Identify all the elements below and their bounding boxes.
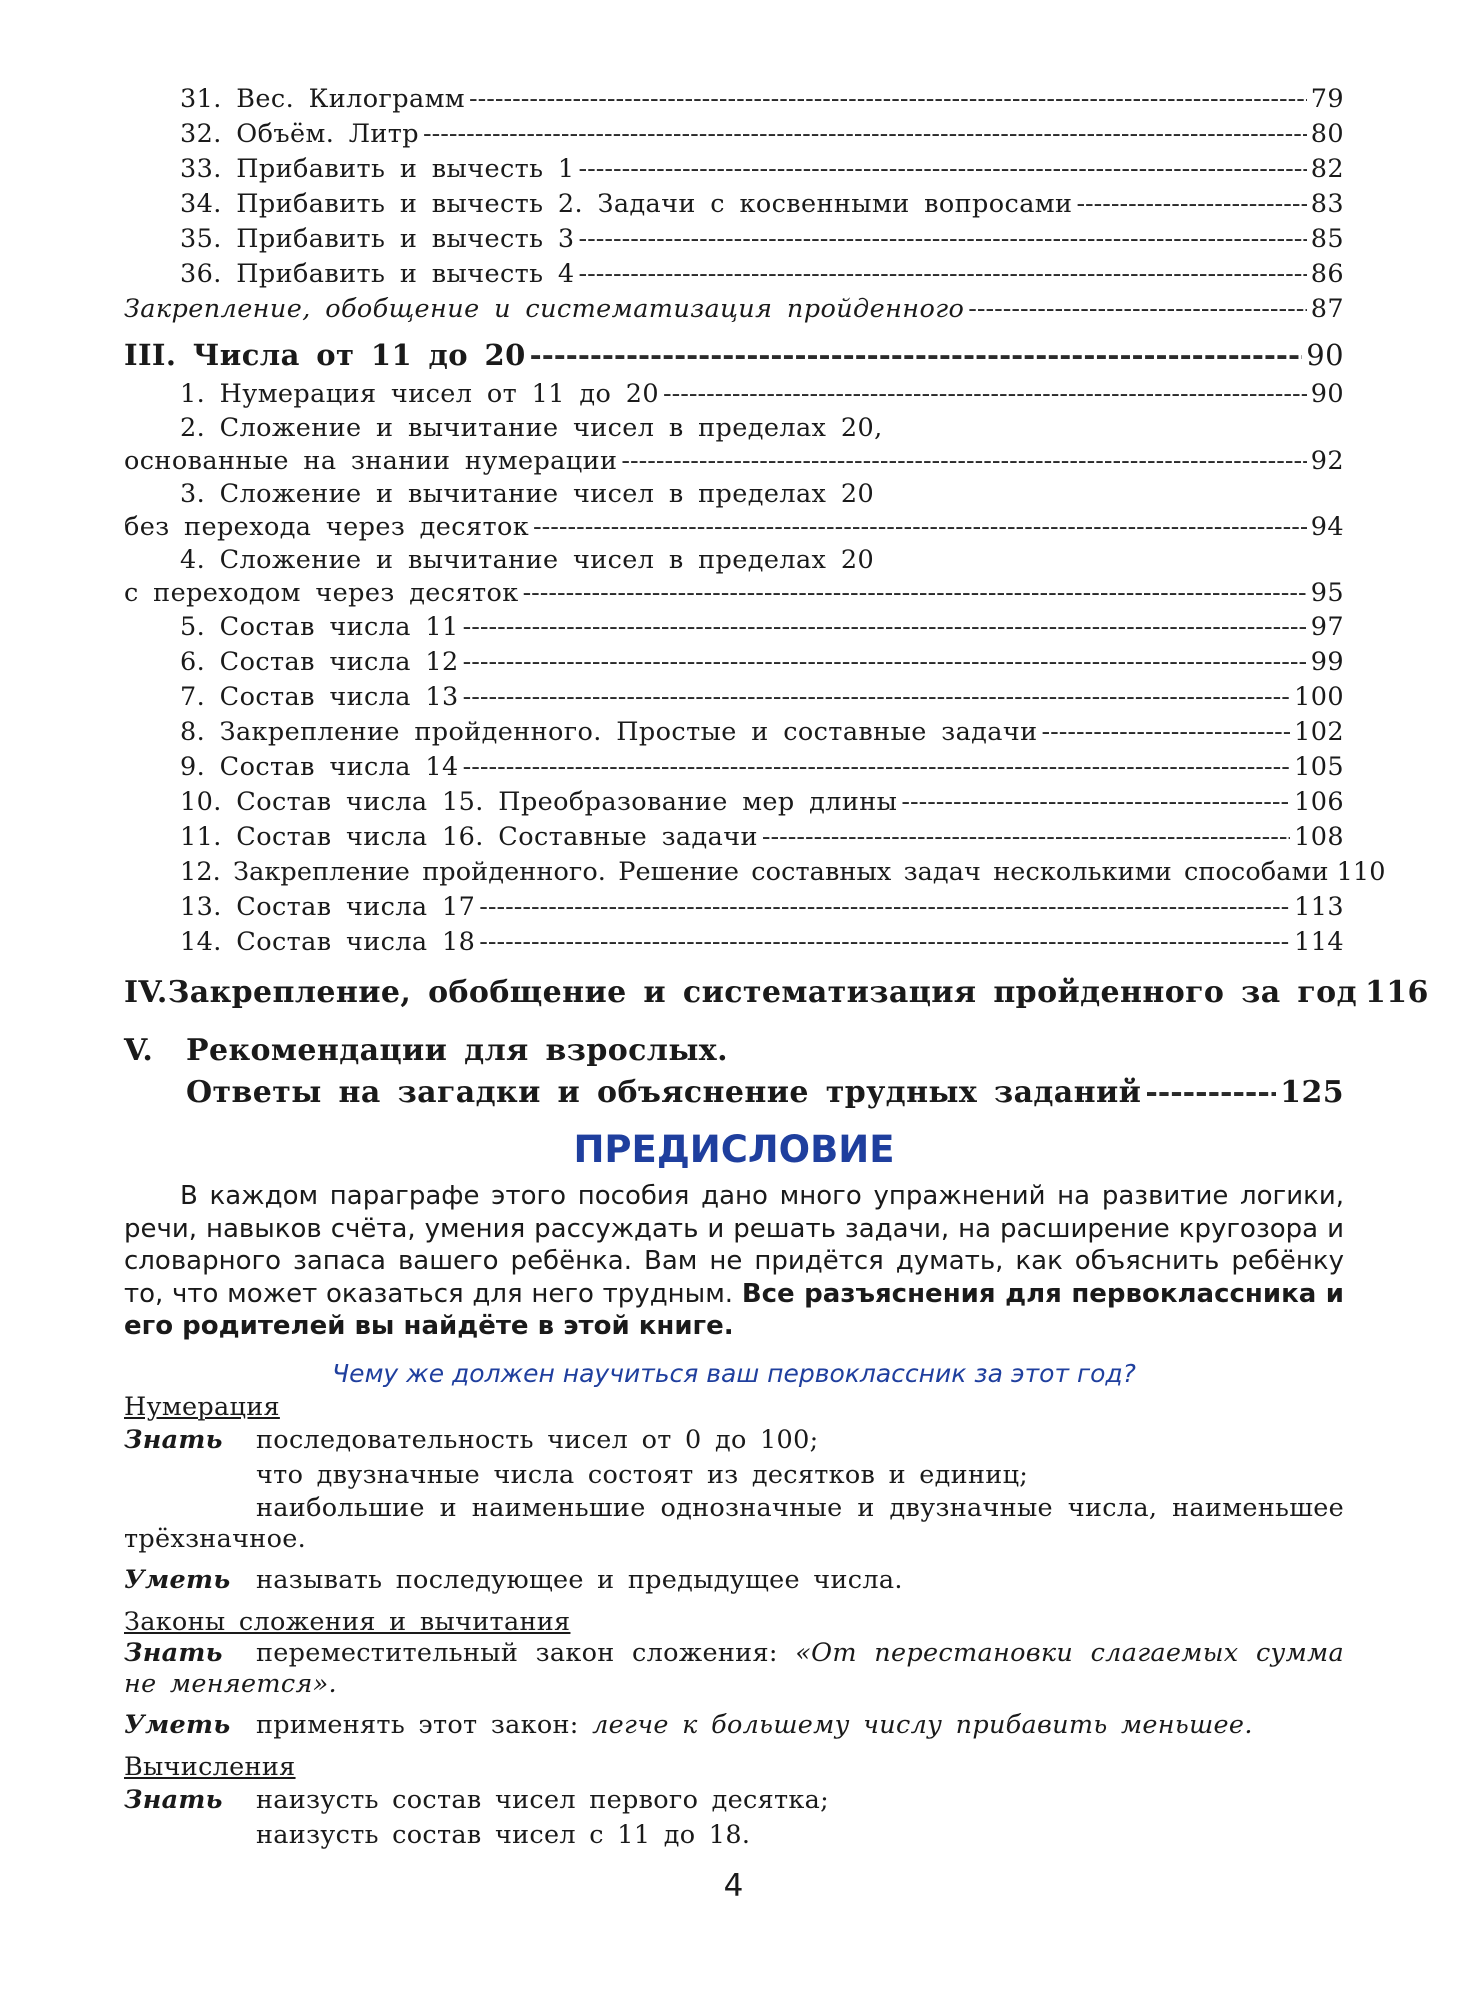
toc-entry-page: 80 [1310,119,1344,149]
can-italic: легче к большему числу прибавить меньшее. [592,1709,1253,1740]
toc-entry-31[interactable] [124,82,1344,117]
leader-dots [479,925,1290,960]
toc-entry-page: 114 [1294,927,1344,957]
know-label: Знать [124,1424,223,1455]
toc-entry-32[interactable] [124,117,1344,152]
toc-entry-page: 90 [1306,338,1344,372]
table-of-contents [124,82,1429,1114]
section-number: V. [124,1033,154,1068]
toc-entry-first-line [124,412,1344,445]
toc-entry-title-continued: основанные на знании нумерации [124,446,618,476]
toc-entry-page: 113 [1294,892,1344,922]
numeration-heading: Нумерация [124,1391,280,1422]
preface-title: ПРЕДИСЛОВИЕ [573,1128,895,1171]
toc-entry-first-line [124,544,1344,577]
toc-entry-number: 3. [180,479,206,509]
section-title: Рекомендации для взрослых. [186,1033,728,1068]
toc-entry-page: 110 [1336,857,1386,887]
toc-entry-number: 31. [180,84,222,114]
toc-entry-page: 79 [1310,84,1344,114]
leader-dots [423,117,1307,152]
toc-entry-3-10[interactable] [124,785,1344,820]
leader-dots [1042,715,1291,750]
toc-entry-number: 6. [180,647,206,677]
toc-entry-number: 10. [180,787,222,817]
toc-entry-title: Сложение и вычитание чисел в пределах 20, [219,413,883,443]
laws-know-row [124,1638,1344,1700]
leader-dots [1076,187,1306,222]
toc-entry-page: 97 [1310,612,1344,642]
know-text: переместительный закон сложения: [256,1637,778,1668]
toc-entry-page: 85 [1310,224,1344,254]
toc-entry-36[interactable] [124,257,1344,292]
toc-entry-number: 32. [180,119,222,149]
toc-entry-title: Состав числа 16. Составные задачи [236,822,758,852]
toc-entry-3-7[interactable] [124,680,1344,715]
toc-entry-title: Сложение и вычитание чисел в пределах 20 [219,545,875,575]
toc-entry-number: 33. [180,154,222,184]
leader-dots [463,680,1290,715]
section-title: Закрепление, обобщение и систематизация пройденного за год [167,975,1357,1010]
toc-entry-3-6[interactable] [124,645,1344,680]
laws-can-row [124,1708,1344,1743]
toc-entry-number: 11. [180,822,222,852]
toc-entry-title: Вес. Килограмм [236,84,466,114]
toc-entry-number: 36. [180,259,222,289]
page-number: 4 [723,1868,744,1904]
toc-entry-title: Состав числа 13 [219,682,459,712]
toc-entry-title: Состав числа 15. Преобразование мер длины [236,787,898,817]
toc-entry-summary[interactable] [124,292,1344,327]
leader-dots [479,890,1290,925]
toc-entry-title: Прибавить и вычесть 4 [236,259,575,289]
leader-dots [968,292,1306,327]
know-text: наизусть состав чисел первого десятка; [256,1784,830,1815]
toc-entry-3-3[interactable] [124,478,1344,544]
toc-entry-3-1[interactable] [124,377,1344,412]
toc-entry-title-continued: без перехода через десяток [124,512,530,542]
leader-dots [1145,1072,1276,1114]
toc-entry-number: 9. [180,752,206,782]
toc-entry-number: 7. [180,682,206,712]
section-title-continued: Ответы на загадки и объяснение трудных заданий [186,1075,1142,1110]
toc-entry-number: 8. [180,717,206,747]
know-text: наибольшие и наименьшие однозначные и двузначные числа, наименьшее трёхзначное. [124,1492,1344,1554]
toc-entry-33[interactable] [124,152,1344,187]
know-label: Знать [124,1637,223,1668]
preface-intro [124,1180,1344,1343]
toc-entry-page: 86 [1310,259,1344,289]
toc-entry-page: 94 [1310,512,1344,542]
toc-entry-title: Прибавить и вычесть 3 [236,224,575,254]
toc-entry-number: 5. [180,612,206,642]
toc-entry-title: Состав числа 17 [236,892,476,922]
skills-list [124,1391,1344,1853]
leader-dots [463,645,1307,680]
preface-intro-text: В каждом параграфе этого пособия дано много упражнений на развитие логики, речи, навыков счёта, умения рассуждать и решать задачи, на расширение кругозора и словарного запаса вашего ребёнка. Вам не придётся думать, как объяснить ребёнку то, что может оказаться для него трудным. [124,1181,1344,1309]
leader-dots [579,222,1307,257]
can-text: применять этот закон: [256,1709,579,1740]
leader-dots [762,820,1290,855]
toc-entry-page: 105 [1294,752,1344,782]
toc-entry-page: 102 [1294,717,1344,747]
toc-entry-title: Закрепление пройденного. Решение составных задач несколькими способами [233,857,1329,887]
leader-dots [663,377,1307,412]
leader-dots [621,445,1306,478]
toc-entry-title: Состав числа 18 [236,927,476,957]
toc-entry-page: 92 [1310,446,1344,476]
toc-entry-title: Состав числа 11 [219,612,459,642]
know-label: Знать [124,1784,223,1815]
toc-entry-3-9[interactable] [124,750,1344,785]
toc-entry-number: 1. [180,379,206,409]
toc-section-5[interactable] [124,1030,1344,1114]
toc-entry-title: Состав числа 14 [219,752,459,782]
toc-entry-page: 90 [1310,379,1344,409]
toc-entry-title: Прибавить и вычесть 1 [236,154,575,184]
leader-dots [463,750,1290,785]
toc-entry-35[interactable] [124,222,1344,257]
toc-entry-title: Прибавить и вычесть 2. Задачи с косвенными вопросами [236,189,1073,219]
can-label: Уметь [124,1709,231,1740]
toc-entry-title-continued: с переходом через десяток [124,578,519,608]
toc-entry-page: 82 [1310,154,1344,184]
know-text: последовательность чисел от 0 до 100; [256,1424,819,1455]
leader-dots [463,610,1307,645]
toc-entry-title: Закрепление, обобщение и систематизация пройденного [124,294,965,324]
can-label: Уметь [124,1564,231,1595]
know-text: что двузначные числа состоят из десятков и единиц; [256,1459,1029,1490]
toc-entry-number: 35. [180,224,222,254]
numeration-can-row [124,1563,1344,1598]
section-title: Числа от 11 до 20 [192,338,526,372]
toc-entry-number: 4. [180,545,206,575]
leader-dots [469,82,1307,117]
calc-know-row [124,1783,1344,1818]
toc-entry-number: 13. [180,892,222,922]
leader-dots [530,333,1303,377]
toc-entry-3-14[interactable] [124,925,1344,960]
toc-entry-title: Состав числа 12 [219,647,459,677]
know-quote: «От перестановки слагаемых сумма не меняется». [124,1637,1345,1699]
toc-entry-number: 34. [180,189,222,219]
toc-entry-first-line [124,478,1344,511]
toc-entry-page: 99 [1310,647,1344,677]
toc-entry-3-12[interactable] [124,855,1386,890]
toc-entry-page: 100 [1294,682,1344,712]
leader-dots [901,785,1290,820]
preface-intro-bold: Все разъяснения для первоклассника и его родителей вы найдёте в этой книге. [124,1278,1345,1341]
toc-entry-page: 125 [1280,1075,1344,1110]
toc-entry-page: 95 [1310,578,1344,608]
numeration-know-row [124,1423,1344,1458]
toc-entry-page: 106 [1294,787,1344,817]
toc-entry-number: 2. [180,413,206,443]
laws-heading: Законы сложения и вычитания [124,1606,571,1637]
toc-entry-3-8[interactable] [124,715,1344,750]
leader-dots [579,257,1307,292]
toc-section-4[interactable] [124,970,1429,1016]
toc-entry-page: 116 [1365,975,1429,1010]
section-number: III. [124,338,177,372]
toc-entry-page: 87 [1310,294,1344,324]
toc-entry-title: Нумерация чисел от 11 до 20 [219,379,659,409]
leader-dots [533,511,1307,544]
toc-entry-3-4[interactable] [124,544,1344,610]
know-text: наизусть состав чисел с 11 до 18. [256,1819,751,1850]
leader-dots [523,577,1307,610]
can-text: называть последующее и предыдущее числа. [256,1564,903,1595]
toc-entry-page: 108 [1294,822,1344,852]
toc-entry-page: 83 [1310,189,1344,219]
toc-entry-number: 14. [180,927,222,957]
toc-entry-title: Сложение и вычитание чисел в пределах 20 [219,479,875,509]
page-content [124,82,1429,1853]
toc-entry-number: 12. [180,857,221,887]
calc-heading: Вычисления [124,1751,296,1782]
section-number: IV. [124,975,168,1010]
toc-entry-3-13[interactable] [124,890,1344,925]
toc-entry-34[interactable] [124,187,1344,222]
toc-entry-title: Объём. Литр [236,119,420,149]
toc-entry-3-5[interactable] [124,610,1344,645]
leader-dots [579,152,1307,187]
toc-entry-3-11[interactable] [124,820,1344,855]
toc-entry-3-2[interactable] [124,412,1344,478]
toc-entry-title: Закрепление пройденного. Простые и составные задачи [219,717,1038,747]
preface-question: Чему же должен научиться ваш первоклассник за этот год? [332,1358,1136,1388]
toc-section-3[interactable] [124,333,1344,377]
section-title-line [124,1030,1344,1072]
